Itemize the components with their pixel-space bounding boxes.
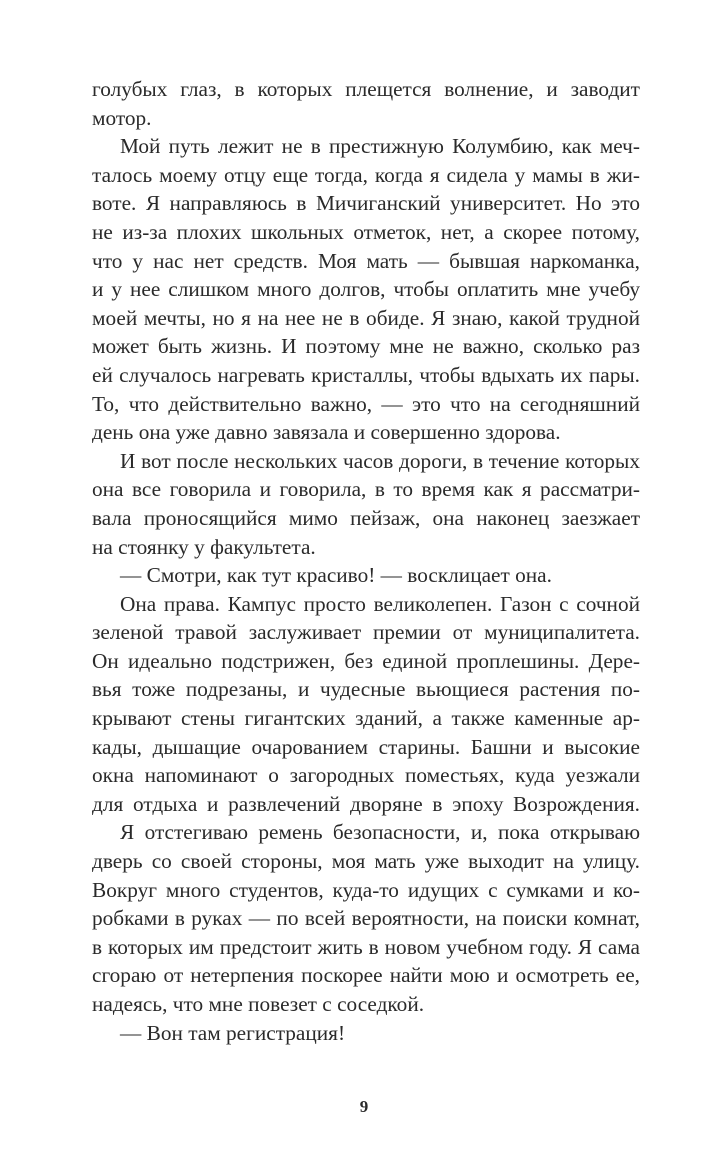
paragraph [92, 1019, 640, 1048]
text-line: Она права. Кампус просто великолепен. Газон с сочной [120, 591, 640, 616]
text-line: крывают стены гигантских зданий, а также каменные ар- [92, 706, 640, 731]
text-line: вья тоже подрезаны, и чудесные вьющиеся растения по- [92, 677, 640, 702]
text-line: окна напоминают о загородных поместьях, куда уезжали [92, 763, 640, 788]
paragraph [92, 818, 640, 1018]
text-line: что у нас нет средств. Моя мать — бывшая наркоманка, [92, 248, 640, 273]
text-line: То, что действительно важно, — это что на сегодняшний [92, 391, 640, 416]
text-line: в которых им предстоит жить в новом учебном году. Я сама [92, 934, 640, 959]
text-line: Он идеально подстрижен, без единой проплешины. Дере- [92, 648, 640, 673]
paragraph [92, 132, 640, 447]
text-line: мотор. [92, 105, 152, 130]
paragraph [92, 590, 640, 819]
text-line: она все говорила и говорила, в то время как я рассматри- [92, 477, 640, 502]
text-line: голубых глаз, в которых плещется волнение, и заводит [92, 77, 640, 101]
text-line: Я отстегиваю ремень безопасности, и, пока открываю [120, 820, 640, 845]
text-line: может быть жизнь. И поэтому мне не важно, сколько раз [92, 334, 640, 359]
text-line: и у нее слишком много долгов, чтобы оплатить мне учебу [92, 277, 640, 302]
text-line: зеленой травой заслуживает премии от муниципалитета. [92, 620, 640, 645]
text-line: не из-за плохих школьных отметок, нет, а скорее потому, [92, 219, 640, 244]
text-line: день она уже давно завязала и совершенно здорова. [92, 420, 561, 445]
text-line: воте. Я направляюсь в Мичиганский университет. Но это [92, 191, 640, 216]
text-line: моей мечты, но я на нее не в обиде. Я знаю, какой трудной [92, 305, 640, 330]
text-line: Мой путь лежит не в престижную Колумбию, как меч- [120, 134, 640, 159]
text-line: на стоянку у факультета. [92, 534, 316, 559]
page-body [92, 75, 640, 1047]
paragraph [92, 561, 640, 590]
dialogue-line: — Вон там регистрация! [120, 1020, 346, 1045]
text-line: для отдыха и развлечений дворяне в эпоху Возрождения. [92, 791, 640, 816]
text-line: робками в руках — по всей вероятности, на поиски комнат, [92, 906, 640, 931]
text-line: сгораю от нетерпения поскорее найти мою и осмотреть ее, [92, 963, 640, 988]
text-line: дверь со своей стороны, моя мать уже выходит на улицу. [92, 849, 640, 874]
text-line: кады, дышащие очарованием старины. Башни и высокие [92, 734, 640, 759]
text-line: надеясь, что мне повезет с соседкой. [92, 992, 425, 1016]
text-line: талось моему отцу еще тогда, когда я сидела у мамы в жи- [92, 162, 640, 187]
text-line: ей случалось нагревать кристаллы, чтобы вдыхать их пары. [92, 362, 640, 387]
page-number: 9 [359, 1097, 369, 1116]
text-line: вала проносящийся мимо пейзаж, она наконец заезжает [92, 505, 640, 530]
text-line: Вокруг много студентов, куда-то идущих с сумками и ко- [92, 877, 640, 902]
paragraph [92, 75, 640, 132]
paragraph [92, 447, 640, 561]
dialogue-line: — Смотри, как тут красиво! — восклицает она. [120, 563, 552, 588]
text-line: И вот после нескольких часов дороги, в течение которых [120, 448, 640, 473]
